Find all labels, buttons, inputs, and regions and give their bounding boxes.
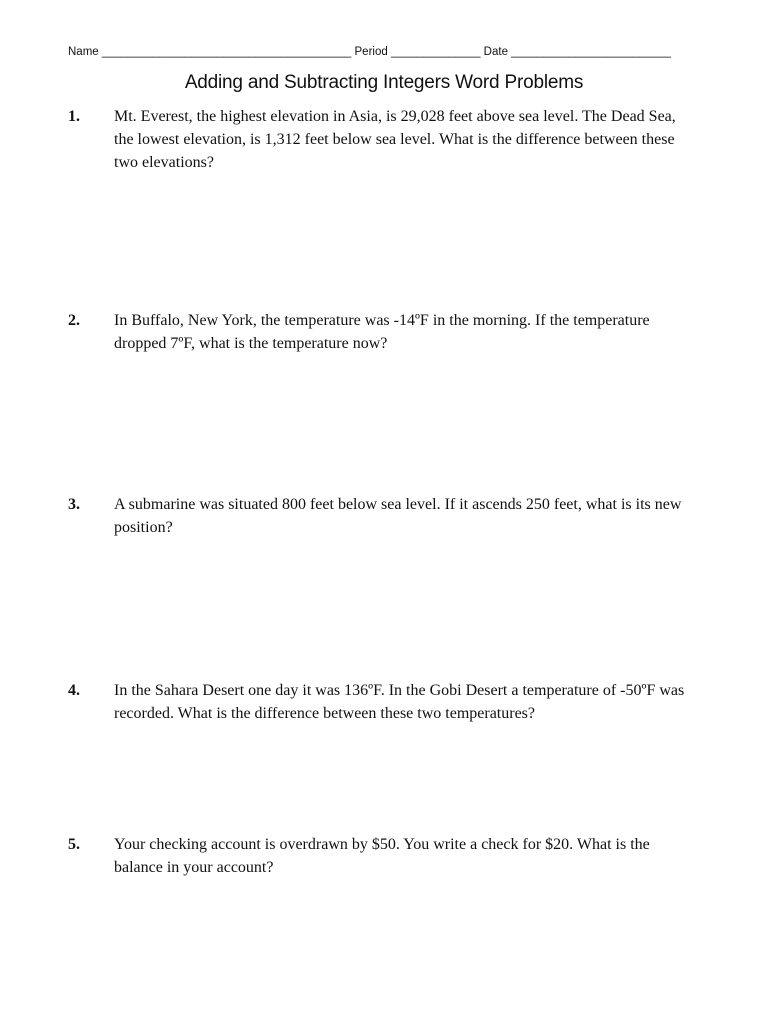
question-number: 1. [68,108,80,125]
question-text: Mt. Everest, the highest elevation in Asia, is 29,028 feet above sea level. The Dead Sea, the lowest elevation, is 1,312 feet below sea level. What is the difference between these two elevations? [114,108,676,171]
question-number: 5. [68,836,80,853]
question-text: A submarine was situated 800 feet below sea level. If it ascends 250 feet, what is its new position? [114,496,682,536]
question-text: In Buffalo, New York, the temperature was -14ºF in the morning. If the temperature dropped 7ºF, what is the temperature now? [114,312,650,352]
worksheet-title: Adding and Subtracting Integers Word Problems [184,72,584,93]
question-number: 3. [68,496,80,513]
question-number: 2. [68,312,80,329]
question-text: In the Sahara Desert one day it was 136ºF. In the Gobi Desert a temperature of -50ºF was recorded. What is the difference between these two temperatures? [114,682,685,722]
question-text: Your checking account is overdrawn by $50. You write a check for $20. What is the balance in your account? [114,836,650,876]
student-info-line: Name _______________________________________ Period ______________ Date _________________________ [68,46,672,58]
question-number: 4. [68,682,80,699]
